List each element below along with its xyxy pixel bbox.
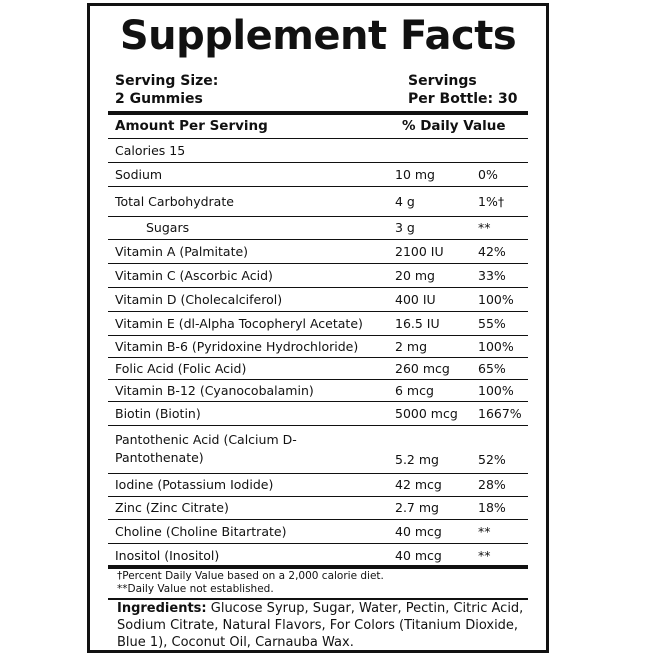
nutrient-row: [108, 264, 528, 288]
calories: Calories 15: [115, 143, 186, 158]
nutrient-daily-value: 52%: [478, 452, 506, 467]
nutrient-amount: 20 mg: [395, 268, 435, 283]
nutrient-row: [108, 163, 528, 187]
footnote-not-established: **Daily Value not established.: [117, 583, 274, 595]
panel-title: Supplement Facts: [119, 13, 517, 59]
nutrient-daily-value: 55%: [478, 316, 506, 331]
nutrient-row: [108, 426, 528, 474]
nutrient-daily-value: **: [478, 524, 491, 539]
nutrient-row: [108, 288, 528, 312]
ingredients-label: Ingredients:: [117, 601, 207, 616]
nutrient-amount: 40 mcg: [395, 524, 442, 539]
nutrient-name: Choline (Choline Bitartrate): [115, 524, 287, 539]
nutrient-daily-value: 0%: [478, 167, 498, 182]
nutrient-name: Vitamin B-12 (Cyanocobalamin): [115, 383, 314, 398]
nutrient-name: Vitamin A (Palmitate): [115, 244, 249, 259]
nutrient-row: [108, 497, 528, 520]
nutrient-daily-value: 18%: [478, 500, 506, 515]
nutrient-daily-value: 1667%: [478, 406, 522, 421]
nutrient-row: [108, 312, 528, 336]
nutrient-amount: 2100 IU: [395, 244, 444, 259]
nutrient-name-cont: Pantothenate): [115, 450, 204, 465]
nutrient-daily-value: 28%: [478, 477, 506, 492]
servings-per-bottle-value: Per Bottle: 30: [408, 91, 518, 107]
nutrient-daily-value: **: [478, 220, 491, 235]
nutrient-name: Zinc (Zinc Citrate): [115, 500, 229, 515]
nutrient-amount: 3 g: [395, 220, 415, 235]
servings-per-bottle: [408, 72, 517, 108]
nutrient-name: Vitamin E (dl-Alpha Tocopheryl Acetate): [115, 316, 363, 331]
footnote-dv: †Percent Daily Value based on a 2,000 calorie diet.: [117, 570, 384, 582]
nutrient-name: Total Carbohydrate: [115, 194, 234, 209]
nutrient-name: Vitamin B-6 (Pyridoxine Hydrochloride): [115, 339, 359, 354]
supplement-facts-panel: [87, 3, 549, 653]
nutrient-row: [108, 217, 528, 240]
nutrient-name: Vitamin C (Ascorbic Acid): [115, 268, 273, 283]
nutrient-daily-value: 100%: [478, 339, 514, 354]
nutrient-daily-value: 100%: [478, 383, 514, 398]
nutrient-daily-value: 33%: [478, 268, 506, 283]
nutrient-name: Sodium: [115, 167, 163, 182]
nutrient-daily-value: 65%: [478, 361, 506, 376]
ingredients-text: Glucose Syrup, Sugar, Water, Pectin, Citric Acid, Sodium Citrate, Natural Flavors, For Colors (Titanium Dioxide, Blue 1), Coconut Oil, Carnauba Wax.: [117, 601, 524, 650]
nutrient-amount: 40 mcg: [395, 548, 442, 563]
serving-size-label: Serving Size:: [115, 73, 219, 89]
nutrient-name: Inositol (Inositol): [115, 548, 220, 563]
nutrient-amount: 260 mcg: [395, 361, 450, 376]
nutrient-daily-value: 42%: [478, 244, 506, 259]
nutrient-amount: 400 IU: [395, 292, 436, 307]
nutrient-row: [108, 358, 528, 380]
nutrient-name: Folic Acid (Folic Acid): [115, 361, 247, 376]
nutrient-daily-value: 100%: [478, 292, 514, 307]
nutrient-row: [108, 187, 528, 217]
nutrient-row: [108, 380, 528, 402]
nutrient-name: Vitamin D (Cholecalciferol): [115, 292, 283, 307]
nutrient-amount: 42 mcg: [395, 477, 442, 492]
nutrient-amount: 5.2 mg: [395, 452, 439, 467]
nutrient-amount: 4 g: [395, 194, 415, 209]
nutrient-amount: 2 mg: [395, 339, 428, 354]
serving-size-value: 2 Gummies: [115, 91, 203, 107]
nutrient-row: [108, 240, 528, 264]
nutrient-amount: 5000 mcg: [395, 406, 458, 421]
nutrient-amount: 16.5 IU: [395, 316, 440, 331]
servings-label: Servings: [408, 73, 477, 89]
nutrient-daily-value: **: [478, 548, 491, 563]
thick-divider-bottom: [108, 565, 528, 569]
thick-divider: [108, 111, 528, 115]
nutrient-name: Biotin (Biotin): [115, 406, 201, 421]
nutrient-amount: 2.7 mg: [395, 500, 439, 515]
nutrient-amount: 6 mcg: [395, 383, 434, 398]
nutrient-row: [108, 474, 528, 497]
nutrient-row: [108, 520, 528, 544]
nutrient-name: Iodine (Potassium Iodide): [115, 477, 274, 492]
nutrient-row: [108, 402, 528, 426]
nutrient-daily-value: 1%†: [478, 194, 505, 209]
serving-size: [115, 72, 218, 108]
header-amount: Amount Per Serving: [115, 118, 268, 134]
nutrient-name: Sugars: [146, 220, 190, 235]
nutrient-row: [108, 336, 528, 358]
calories-row: [108, 139, 528, 163]
nutrient-name: Pantothenic Acid (Calcium D-: [115, 432, 297, 447]
nutrient-amount: 10 mg: [395, 167, 435, 182]
ingredients: [117, 600, 533, 651]
header-daily-value: % Daily Value: [402, 118, 506, 134]
